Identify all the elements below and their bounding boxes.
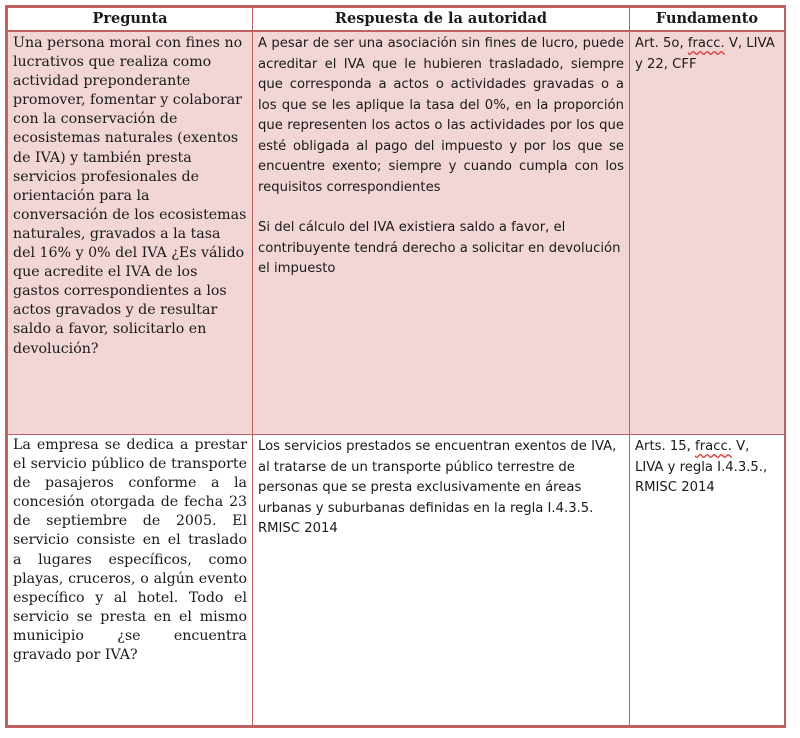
basis-text-part: V, LIVA y 22, CFF <box>635 36 775 72</box>
basis-text-part: V, LIVA y regla I.4.3.5., RMISC 2014 <box>635 439 768 495</box>
answer-paragraph: Si del cálculo del IVA existiera saldo a favor, el contribuyente tendrá derecho a solicitar en devolución el impuesto <box>258 220 621 276</box>
basis-text-part: Art. 5o, <box>635 36 688 51</box>
answer-cell <box>253 31 630 435</box>
question-cell <box>8 435 253 726</box>
question-cell <box>8 31 253 435</box>
question-text: Una persona moral con fines no lucrativos que realiza como actividad preponderante promover, fomentar y colaborar con la conservación de ecosistemas naturales (exentos de IVA) y también presta servicios profesionales de orientación para la conversación de los ecosistemas naturales, gravados a la tasa del 16% y 0% del IVA ¿Es válido que acredite el IVA de los gastos correspondientes a los actos gravados y de resultar saldo a favor, solicitarlo en devolución? <box>13 35 247 357</box>
answer-paragraph: Los servicios prestados se encuentran exentos de IVA, al tratarse de un transporte público terrestre de personas que se presta exclusivamente en áreas urbanas y suburbanas definidas en la regla I.4.3.5. RMISC 2014 <box>258 439 617 536</box>
table-row <box>8 31 785 435</box>
spellcheck-word: fracc. <box>695 439 732 454</box>
spellcheck-word: fracc. <box>687 36 725 51</box>
answer-cell <box>253 435 630 726</box>
answer-paragraph: A pesar de ser una asociación sin fines de lucro, puede acreditar el IVA que le hubieren trasladado, siempre que corresponda a actos o actividades gravadas o a los que se les aplique la tasa del 0%, en la proporción que representen los actos o las actividades por los que esté obligada al pago del impuesto y por los que se encuentre exento; siempre y cuando cumpla con los requisitos correspondientes <box>258 36 624 195</box>
paragraph-spacer <box>258 198 624 216</box>
basis-cell <box>630 31 785 435</box>
basis-cell <box>630 435 785 726</box>
header-respuesta: Respuesta de la autoridad <box>253 8 630 32</box>
header-row <box>8 8 785 32</box>
table <box>7 7 785 726</box>
header-pregunta: Pregunta <box>8 8 253 32</box>
header-fundamento: Fundamento <box>630 8 785 32</box>
question-text: La empresa se dedica a prestar el servicio público de transporte de pasajeros conforme a la concesión otorgada de fecha 23 de septiembre de 2005. El servicio consiste en el traslado a lugares específicos, como playas, cruceros, o algún evento específico y al hotel. Todo el servicio se presta en el mismo municipio ¿se encuentra gravado por IVA? <box>13 437 247 664</box>
qa-table <box>5 5 786 728</box>
basis-text <box>635 437 779 499</box>
basis-text-part: Arts. 15, <box>635 439 696 454</box>
basis-text <box>635 34 779 75</box>
table-row <box>8 435 785 726</box>
